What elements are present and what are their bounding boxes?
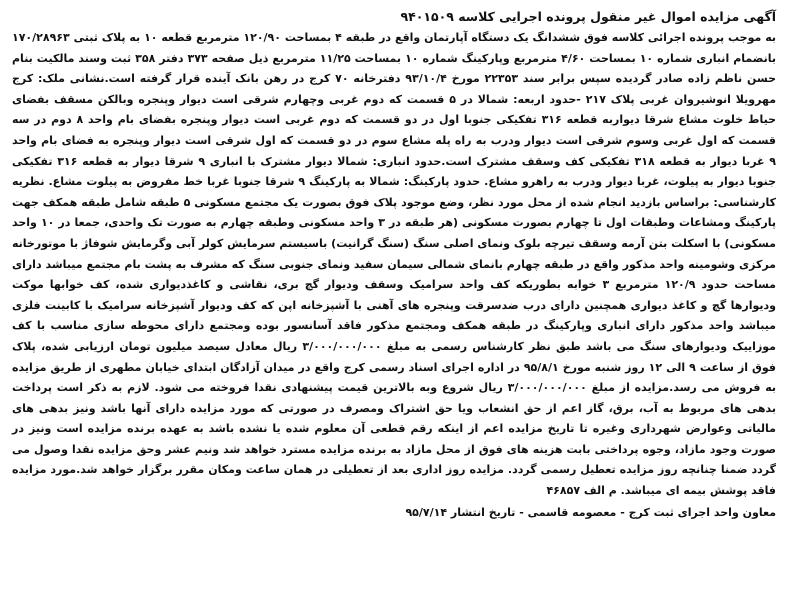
notice-body: به موجب پرونده اجرائی کلاسه فوق ششدانگ یک دستگاه آپارتمان واقع در طبقه ۴ بمساحت ۱۲۰/۹۰ مترمربع قطعه ۱۰ به پلاک ثبتی ۱۷۰/۲۸۹۶۳ بانضمام انباری شماره ۱۰ بمساحت ۴/۶۰ مترمربع وپارکینگ شماره ۱۰ بمساحت ۱۱/۲۵ مترمربع ذیل صفحه ۳۷۳ دفتر ۳۵۸ ثبت وسند مالکیت بنام حسن ناظم زاده صادر گردیده سپس برابر سند ۲۲۳۵۳ مورخ ۹۳/۱۰/۴ دفترخانه ۷۰ کرج در رهن بانک آینده قرار گرفته است.نشانی ملک: کرج مهرویلا انوشیروان غربی پلاک ۲۱۷ -حدود اربعه: شمالا در ۵ قسمت که دوم غربی وچهارم شرقی است دیوار وپنجره وبالکن مسقف بفضای حیاط خلوت مشاع شرقا دیواربه قطعه ۳۱۶ تفکیکی جنوبا اول در دو قسمت که دوم غربی است دیوار وپنجره بفضای بام واحد ۸ دوم در سه قسمت که اول غربی وسوم شرقی است دیوار ودرب به راه پله مشاع سوم در دو قسمت که اول شرقی است دیوار وپنجره به فضای بام واحد ۹ غربا دیوار به قطعه ۳۱۸ تفکیکی کف وسقف مشترک است.حدود انباری: شمالا دیوار مشترک با انباری ۹ شرقا دیوار به قطعه ۳۱۶ تفکیکی جنوبا دیوار به پیلوت، غربا دیوار ودرب به راهرو مشاع. حدود پارکینگ: شمالا به پارکینگ ۹ شرقا جنوبا غربا خط مفروض به پیلوت مشاع. نظریه کارشناسی: براساس بازدید انجام شده از محل مورد نظر، وضع موجود پلاک فوق بصورت یک مجتمع مسکونی ۵ طبقه شامل طبقه همکف جهت پارکینگ ومشاعات وطبقات اول تا چهارم بصورت مسکونی (هر طبقه در ۳ واحد مسکونی وطبقه چهارم به صورت تک واحدی، جمعا در ۱۰ واحد مسکونی) با اسکلت بتن آرمه وسقف تیرچه بلوک ونمای اصلی سنگ (سنگ گرانیت) باسیستم سرمایش کولر آبی وگرمایش شوفاژ با موتورخانه مرکزی وشومینه واحد مذکور واقع در طبقه چهارم بانمای شمالی سیمان سفید ونمای جنوبی سنگ که مشرف به پشت بام مجتمع میباشد دارای مساحت حدود ۱۲۰/۹ مترمربع ۳ خوابه بطوریکه کف واحد سرامیک وسقف ودیوار گچ بری، نقاشی و کاغذدیواری شده، کف خوابها موکت ودیوارها گچ و کاغذ دیواری همچنین دارای درب ضدسرقت وپنجره های آهنی با آشپزخانه اپن که کف ودیوار آشپزخانه سرامیک با کابینت فلزی میباشد واحد مذکور دارای انباری وپارکینگ در طبقه همکف ومجتمع مذکور فاقد آسانسور بوده ومجتمع دارای محوطه سازی مناسب با کف موزاییک ودیوارهای سنگ می باشد طبق نظر کارشناس رسمی به مبلغ ۳/۰۰۰/۰۰۰/۰۰۰ ریال معادل سیصد میلیون تومان ارزیابی شده، پلاک فوق از ساعت ۹ الی ۱۲ روز شنبه مورخ ۹۵/۸/۱ در اداره اجرای اسناد رسمی کرج واقع در میدان آزادگان ابتدای خیابان مطهری از طریق مزایده به فروش می رسد.مزایده از مبلغ ۳/۰۰۰/۰۰۰/۰۰۰ ریال شروع وبه بالاترین قیمت پیشنهادی نقدا فروخته می شود. لازم به ذکر است پرداخت بدهی های مربوط به آب، برق، گاز اعم از حق انشعاب ویا حق اشتراک ومصرف در صورتی که مورد مزایده دارای آنها باشد ونیز بدهی های مالیاتی وعوارض شهرداری وغیره تا تاریخ مزایده اعم از اینکه رقم قطعی آن معلوم شده یا نشده باشد به عهده برنده مزایده است ونیز در صورت وجود مازاد، وجوه پرداختی بابت هزینه های فوق از محل مازاد به برنده مزایده مسترد خواهد شد ونیم عشر وحق مزایده نقدا وصول می گردد ضمنا چنانچه روز مزایده تعطیل رسمی گردد. مزایده روز اداری بعد از تعطیلی در همان ساعت ومکان مقرر برگزار خواهد شد.مورد مزایده فاقد پوشش بیمه ای میباشد. م الف ۴۶۸۵۷ <box>12 31 777 498</box>
notice-title: آگهی مزایده اموال غیر منقول پرونده اجرایی کلاسه ۹۴۰۱۵۰۹ <box>400 9 776 24</box>
notice-footer: معاون واحد اجرای ثبت کرج - معصومه قاسمی - تاریخ انتشار ۹۵/۷/۱۴ <box>405 505 776 519</box>
